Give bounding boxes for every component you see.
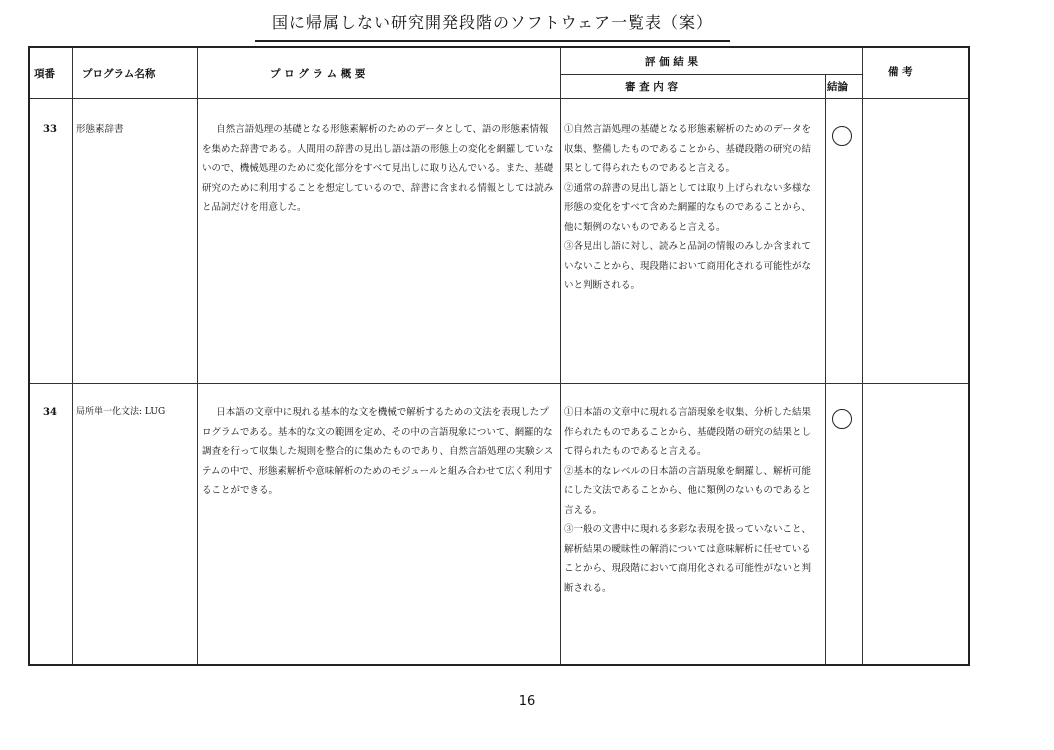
page-number: 16 [518,694,536,709]
row-34-conclusion-circle-icon [832,409,852,429]
header-conclusion: 結論 [827,81,848,93]
row-34-summary: 日本語の文章中に現れる基本的な文を機械で解析するための文法を表現したプログラムである。基本的な文の範囲を定め、その中の言語現象について、網羅的な調査を行って収集した規則を整合的に集めたものであり、自然言語処理の実験システムの中で、形態素解析や意味解析のためのモジュールと組み合わせて広く利用することができる。 [202,407,554,496]
header-program-name: プログラム名称 [82,68,156,80]
row-33-summary: 自然言語処理の基礎となる形態素解析のためのデータとして、語の形態素情報を集めた辞書である。人間用の辞書の見出し語は語の形態上の変化を網羅していないので、機械処理のために変化部分をすべて見出しに取り込んでいる。また、基礎研究のために利用することを想定しているので、辞書に含まれる情報としては読みと品詞だけを用意した。 [202,124,554,213]
row-34-review-point-1: ①日本語の文章中に現れる言語現象を収集、分析した結果作られたものであることから、基礎段階の研究の結果として得られたものであると言える。 [564,407,812,457]
header-program-summary: プ ロ グ ラ ム 概 要 [270,68,366,80]
software-table [28,46,970,666]
header-item-no: 項番 [34,68,55,80]
header-evaluation-result: 評 価 結 果 [645,56,698,68]
row-34-number: 34 [43,407,57,418]
row-33-number: 33 [43,124,57,135]
row-33-review-point-1: ①自然言語処理の基礎となる形態素解析のためのデータを収集、整備したものであることから、基礎段階の研究の結果として得られたものであると言える。 [564,124,812,174]
row-33-review-point-3: ③各見出し語に対し、読みと品詞の情報のみしか含まれていないことから、現段階において商用化される可能性がないと判断される。 [564,241,812,291]
row-34-review [564,403,820,598]
row-33-name: 形態素辞書 [76,124,124,135]
row-33-review-point-2: ②通常の辞書の見出し語としては取り上げられない多様な形態の変化をすべて含めた網羅的なものであることから、他に類例のないものであると言える。 [564,182,812,233]
row-33-review [564,120,820,296]
document-title: 国に帰属しない研究開発段階のソフトウェア一覧表（案） [255,10,730,42]
row-33-conclusion-circle-icon [832,126,852,146]
row-34-review-point-3: ③一般の文書中に現れる多彩な表現を扱っていないこと、解析結果の曖昧性の解消については意味解析に任せていることから、現段階において商用化される可能性がないと判断される。 [564,524,812,594]
row-34-name: 局所単一化文法: LUG [76,407,166,417]
row-34-review-point-2: ②基本的なレベルの日本語の言語現象を網羅し、解析可能にした文法であることから、他に類例のないものであると言える。 [564,465,812,516]
header-review-content: 審 査 内 容 [625,81,678,93]
header-remarks: 備 考 [888,66,913,78]
